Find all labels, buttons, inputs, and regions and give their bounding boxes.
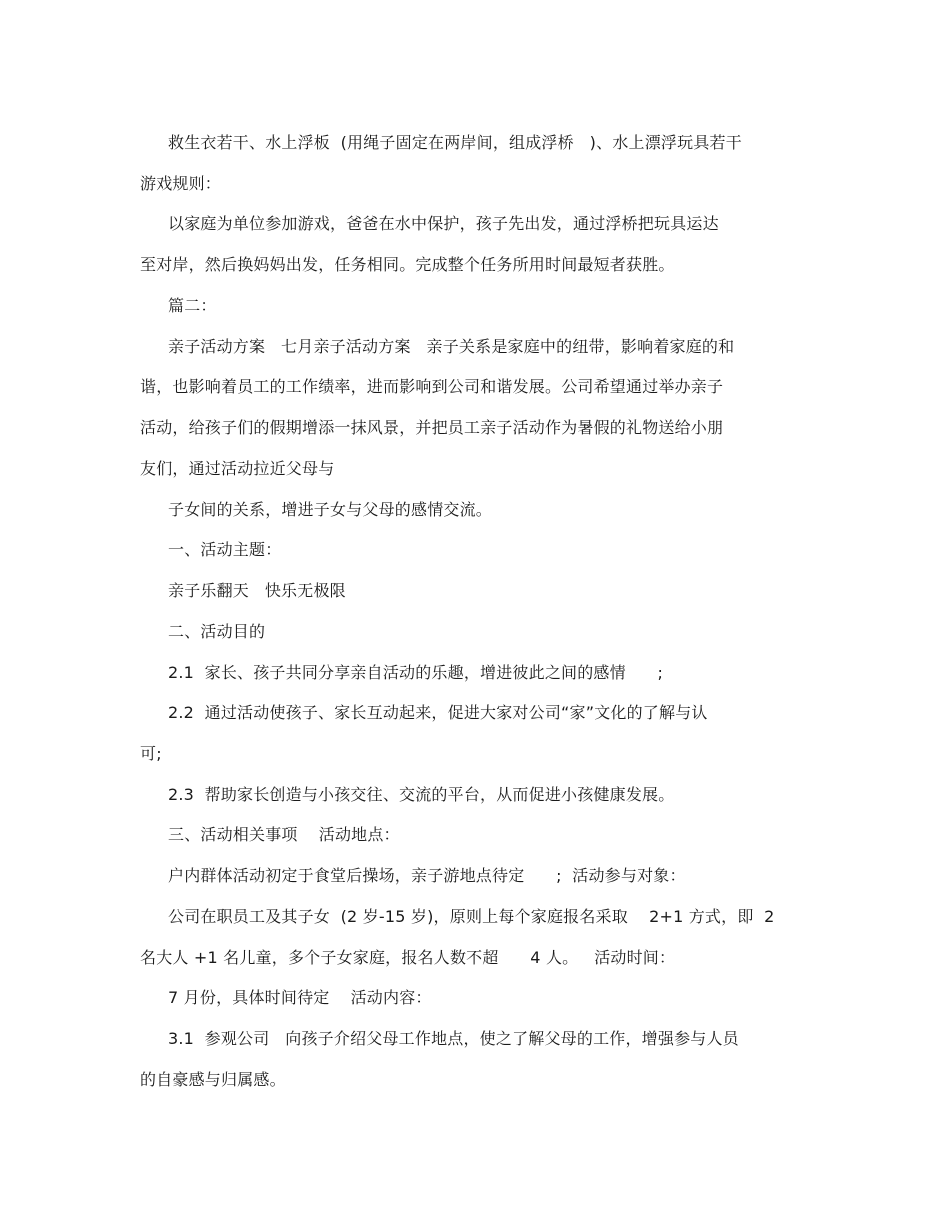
text-line: 可; [140, 744, 162, 763]
text-line: 友们，通过活动拉近父母与 [140, 459, 335, 478]
text-line: 子女间的关系，增进子女与父母的感情交流。 [168, 500, 493, 519]
text-line: 至对岸，然后换妈妈出发，任务相同。完成整个任务所用时间最短者获胜。 [140, 255, 675, 274]
text-line: 2.3 帮助家长创造与小孩交往、交流的平台，从而促进小孩健康发展。 [168, 785, 675, 804]
text-line: 公司在职员工及其子女 (2 岁-15 岁)，原则上每个家庭报名采取 2+1 方式，即 2 [168, 907, 775, 926]
section-heading: 篇二： [168, 296, 217, 315]
text-line: 3.1 参观公司 向孩子介绍父母工作地点，使之了解父母的工作，增强参与人员 [168, 1029, 739, 1048]
text-line: 的自豪感与归属感。 [140, 1070, 286, 1089]
text-line: 2.1 家长、孩子共同分享亲自活动的乐趣，增进彼此之间的感情 ; [168, 663, 664, 682]
text-line: 救生衣若干、水上浮板 (用绳子固定在两岸间，组成浮桥 )、水上漂浮玩具若干 [168, 133, 742, 152]
text-line: 名大人 +1 名儿童，多个子女家庭，报名人数不超 4 人。 活动时间： [140, 948, 676, 967]
section-heading: 三、活动相关事项 活动地点： [168, 825, 400, 844]
text-line: 户内群体活动初定于食堂后操场，亲子游地点待定 ; 活动参与对象： [168, 866, 686, 885]
text-line: 2.2 通过活动使孩子、家长互动起来，促进大家对公司“家”文化的了解与认 [168, 703, 708, 722]
text-line: 谐，也影响着员工的工作绩率，进而影响到公司和谐发展。公司希望通过举办亲子 [140, 377, 724, 396]
text-line: 活动，给孩子们的假期增添一抹风景，并把员工亲子活动作为暑假的礼物送给小朋 [140, 418, 724, 437]
section-heading: 一、活动主题： [168, 540, 282, 559]
text-line: 游戏规则： [140, 174, 222, 193]
text-line: 亲子乐翻天 快乐无极限 [168, 581, 346, 600]
text-line: 以家庭为单位参加游戏，爸爸在水中保护，孩子先出发，通过浮桥把玩具运达 [168, 214, 719, 233]
text-line: 7 月份，具体时间待定 活动内容： [168, 988, 432, 1007]
text-line: 亲子活动方案 七月亲子活动方案 亲子关系是家庭中的纽带，影响着家庭的和 [168, 337, 735, 356]
section-heading: 二、活动目的 [168, 622, 266, 641]
